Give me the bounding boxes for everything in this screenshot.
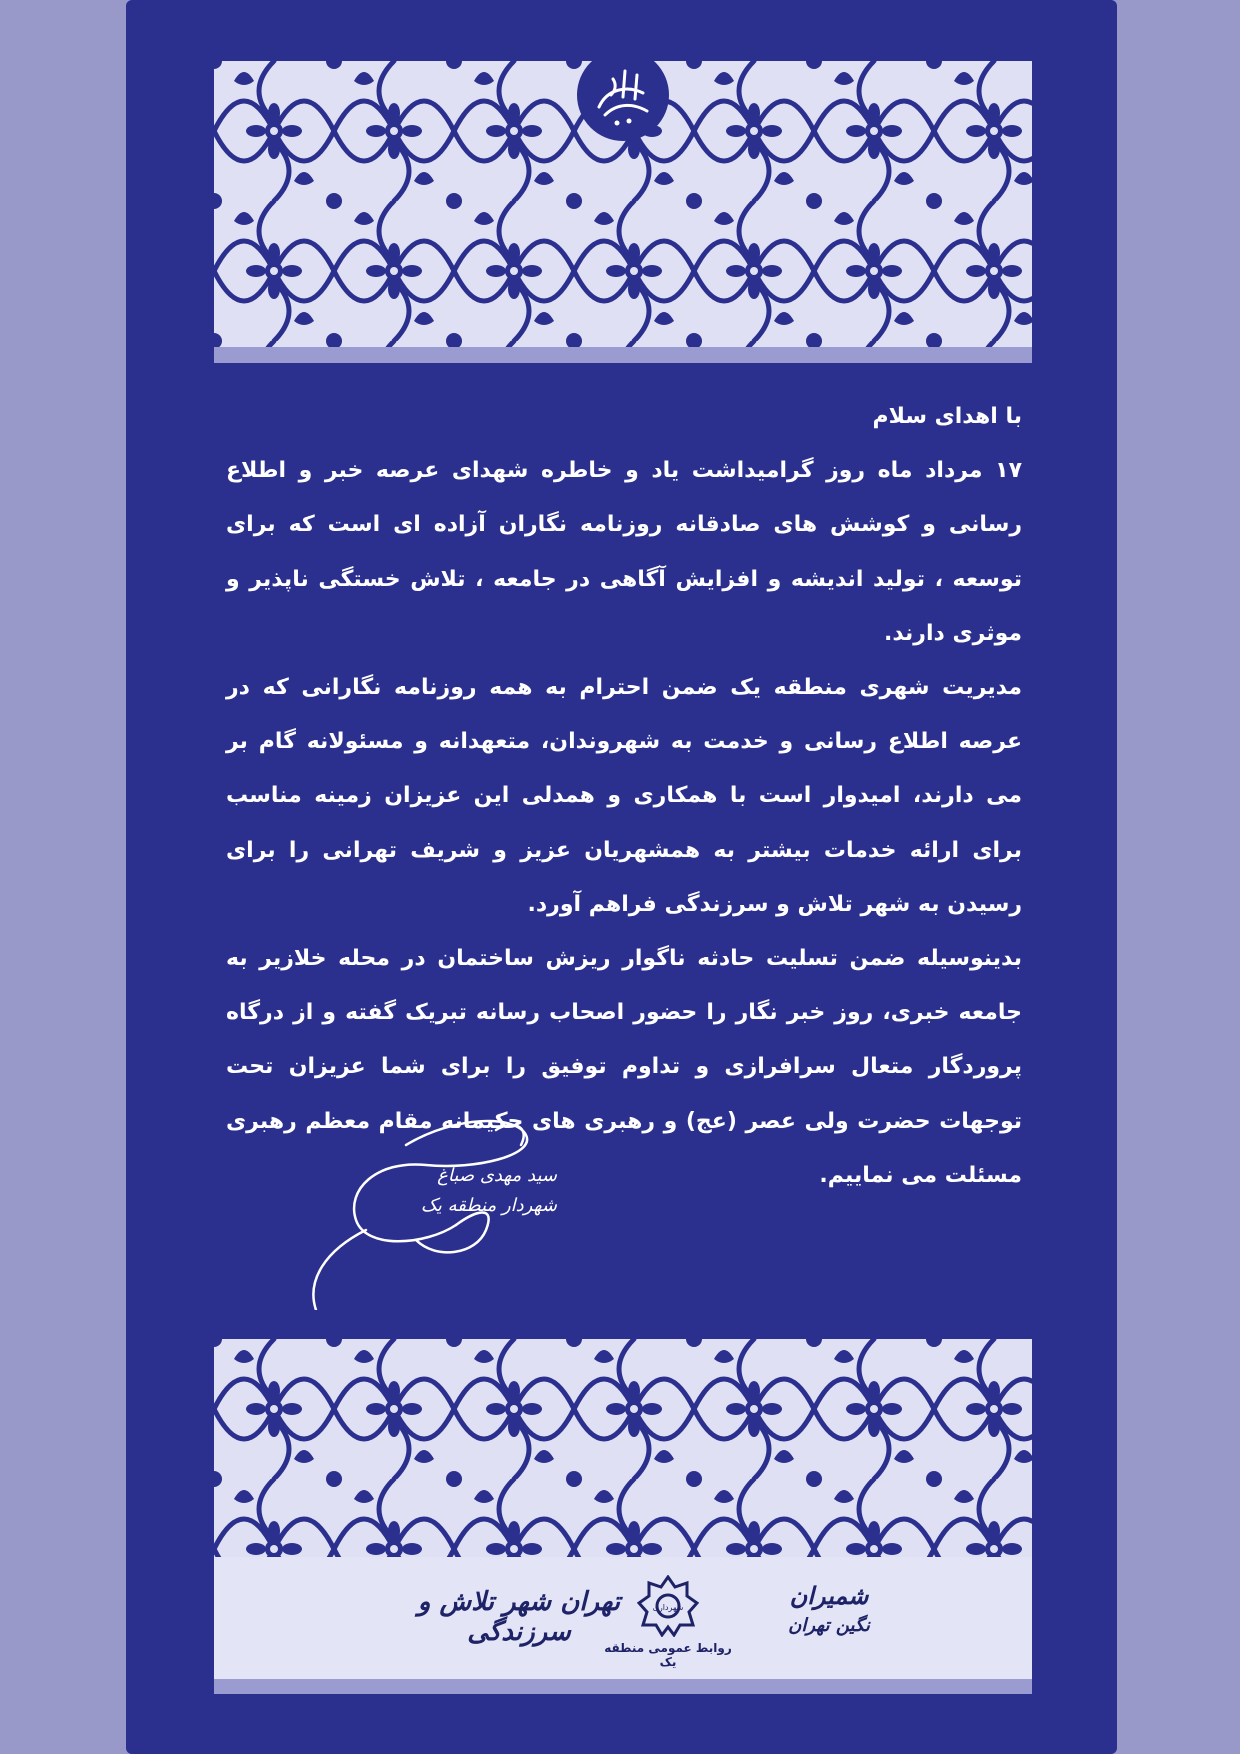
arabesque-pattern-bottom bbox=[214, 1339, 1032, 1557]
calligraphy-icon bbox=[577, 49, 669, 141]
greeting: با اهدای سلام bbox=[872, 404, 1022, 429]
top-tile-strip bbox=[214, 347, 1032, 363]
signatory-name: سید مهدی صباغ bbox=[437, 1165, 557, 1186]
paragraph-journalists-day: ۱۷ مرداد ماه روز گرامیداشت یاد و خاطره شهدای عرصه خبر و اطلاع رسانی و کوشش های صادقانه روزنامه نگاران آزاده ای است که برای توسعه ، تولید اندیشه و افزایش آگاهی در جامعه ، تلاش خستگی ناپذیر و موثری دارند. bbox=[226, 458, 1022, 646]
bottom-pattern-tile bbox=[214, 1339, 1032, 1557]
shemiran-title: شمیران bbox=[789, 1581, 869, 1610]
shemiran-logo bbox=[784, 1581, 874, 1641]
paragraph-city-management: مدیریت شهری منطقه یک ضمن احترام به همه روزنامه نگارانی که در عرصه اطلاع رسانی و خدمت به شهروندان، متعهدانه و مسئولانه گام بر می دارند، امیدوار است با همکاری و همدلی این عزیزان زمینه مناسب برای ارائه خدمات بیشتر به همشهریان عزیز و شریف تهرانی را برای رسیدن به شهر تلاش و سرزندگی فراهم آورد. bbox=[226, 675, 1022, 917]
signatory-title: شهردار منطقه یک bbox=[420, 1195, 557, 1216]
basmalah-emblem bbox=[577, 49, 669, 141]
letter-card bbox=[126, 0, 1117, 1754]
footer-band bbox=[214, 1557, 1032, 1679]
paragraph-condolence: بدینوسیله ضمن تسلیت حادثه ناگوار ریزش ساختمان در محله خلازیر به جامعه خبری، روز خبر نگار را حضور اصحاب رسانه تبریک گفته و از درگاه پروردگار متعال سرافرازی و تداوم توفیق را برای شما عزیزان تحت توجهات حضرت ولی عصر (عج) و رهبری های حکیمانه مقام معظم رهبری مسئلت می نماییم. bbox=[226, 946, 1022, 1188]
public-relations-caption: روابط عمومی منطقه یک bbox=[604, 1641, 732, 1669]
municipality-seal-icon bbox=[637, 1575, 699, 1637]
letter-body bbox=[226, 390, 1022, 1203]
tehran-slogan-logo: تهران شهر تلاش و سرزندگی bbox=[417, 1587, 621, 1647]
footer-strip bbox=[214, 1679, 1032, 1694]
seal-text: شهرداری bbox=[652, 1603, 684, 1612]
shemiran-subtitle: نگین تهران bbox=[788, 1615, 870, 1636]
footer-logos bbox=[214, 1557, 1032, 1679]
